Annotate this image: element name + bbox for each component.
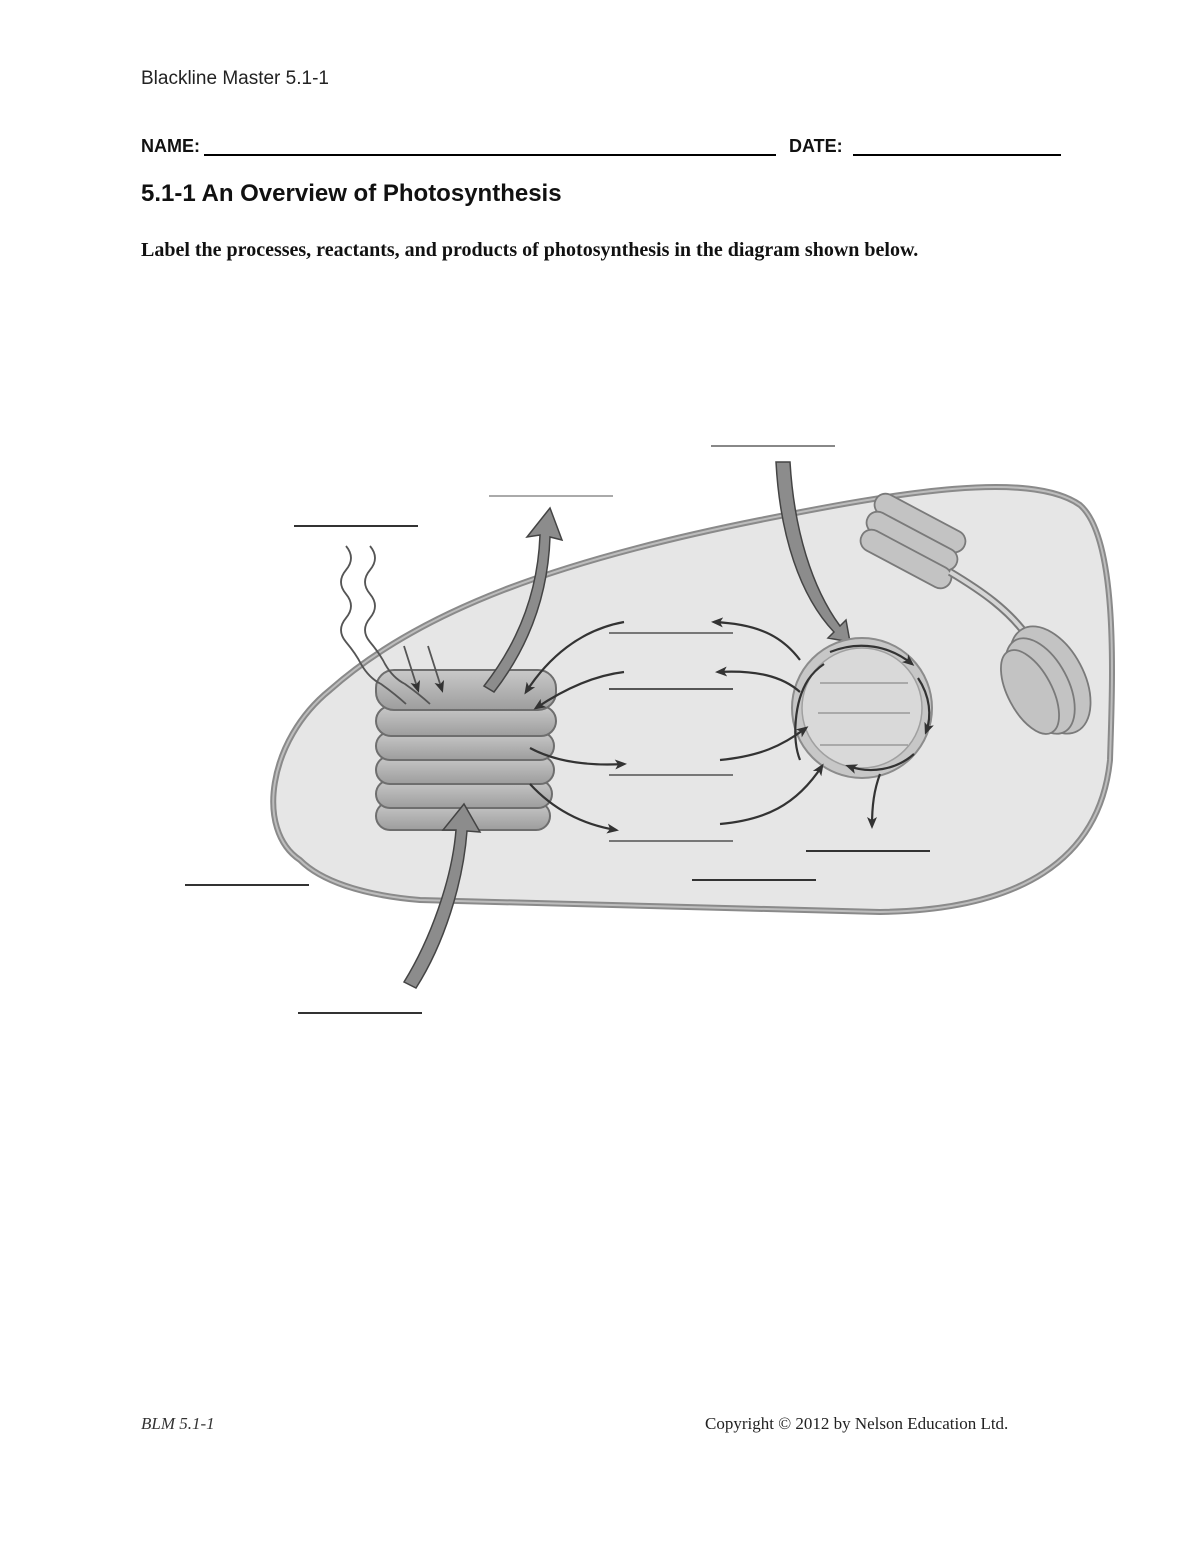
worksheet-title: 5.1-1 An Overview of Photosynthesis: [141, 180, 562, 207]
worksheet-instructions: Label the processes, reactants, and products of photosynthesis in the diagram shown below.: [141, 239, 919, 261]
footer-blm-number: BLM 5.1-1: [141, 1414, 215, 1433]
name-label: NAME:: [141, 136, 200, 156]
date-label: DATE:: [789, 136, 843, 156]
blackline-master-label: Blackline Master 5.1-1: [141, 68, 329, 89]
footer-copyright: Copyright © 2012 by Nelson Education Ltd.: [705, 1414, 1009, 1433]
